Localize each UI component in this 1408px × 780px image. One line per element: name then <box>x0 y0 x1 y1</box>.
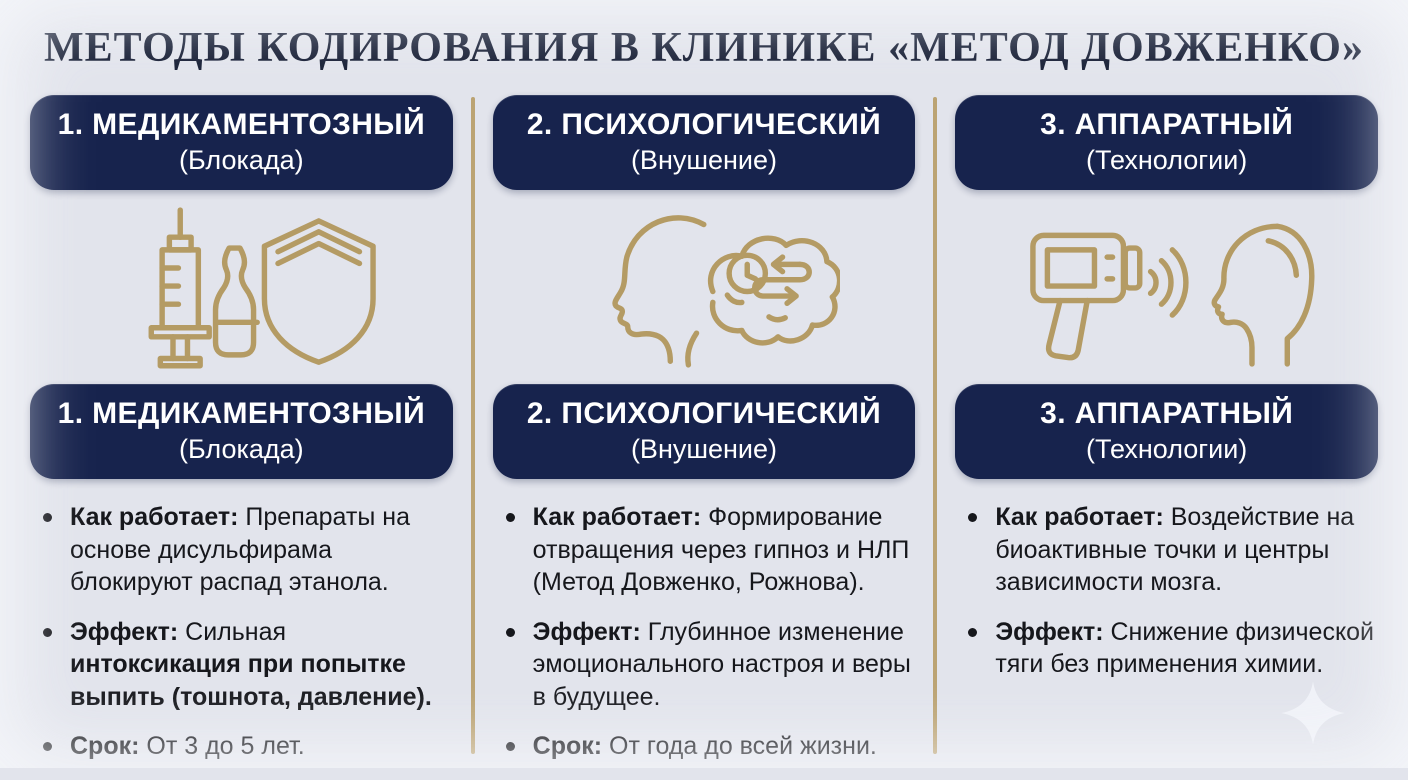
method-2-subtitle: (Внушение) <box>630 144 778 175</box>
bullet-item: Срок: От года до всей жизни. <box>505 730 914 763</box>
bullet-item: Как работает: Формирование отвращения через гипноз и НЛП (Метод Довженко, Рожнова). <box>505 501 914 599</box>
bullet-list-psychological <box>493 501 916 780</box>
device-waves-head-icon <box>955 190 1378 384</box>
method-2-title-repeat: 2. ПСИХОЛОГИЧЕСКИЙ <box>526 397 882 431</box>
method-2-title: 2. ПСИХОЛОГИЧЕСКИЙ <box>526 108 882 141</box>
column-psychological <box>493 95 916 780</box>
method-1-subtitle: (Блокада) <box>178 144 304 175</box>
method-1-badge-top <box>30 95 453 190</box>
method-3-badge-repeat <box>955 384 1378 479</box>
method-1-subtitle-repeat: (Блокада) <box>178 433 304 464</box>
syringe-ampoule-shield-icon <box>30 190 453 384</box>
method-2-badge-repeat <box>493 384 916 479</box>
column-divider-2 <box>933 97 937 754</box>
method-3-badge-top <box>955 95 1378 190</box>
method-2-badge-top <box>493 95 916 190</box>
method-2-subtitle-repeat: (Внушение) <box>630 433 778 464</box>
bullet-item: Эффект: Глубинное изменение эмоционального настроя и веры в будущее. <box>505 616 914 714</box>
method-3-title: 3. АППАРАТНЫЙ <box>1040 108 1294 141</box>
bullet-item: Эффект: Снижение физической тяги без применения химии. <box>967 616 1376 681</box>
method-3-subtitle-repeat: (Технологии) <box>1086 433 1248 464</box>
bullet-item: Как работает: Препараты на основе дисульфирама блокируют распад этанола. <box>42 501 451 599</box>
column-hardware <box>955 95 1378 780</box>
bullet-item: Как работает: Воздействие на биоактивные точки и центры зависимости мозга. <box>967 501 1376 599</box>
bullet-item: Срок: От 3 до 5 лет. <box>42 730 451 763</box>
column-divider-1 <box>471 97 475 754</box>
method-1-badge-repeat <box>30 384 453 479</box>
method-3-title-repeat: 3. АППАРАТНЫЙ <box>1040 397 1294 431</box>
method-1-title-repeat: 1. МЕДИКАМЕНТОЗНЫЙ <box>57 397 426 431</box>
column-medication <box>30 95 453 780</box>
head-brain-hypnosis-icon <box>493 190 916 384</box>
columns-container <box>30 95 1378 761</box>
bullet-list-hardware <box>955 501 1378 698</box>
bullet-list-medication <box>30 501 453 780</box>
method-3-subtitle: (Технологии) <box>1086 144 1248 175</box>
method-1-title: 1. МЕДИКАМЕНТОЗНЫЙ <box>57 108 426 141</box>
bullet-item: Эффект: Сильная интоксикация при попытке выпить (тошнота, давление). <box>42 616 451 714</box>
sparkle-icon <box>1280 680 1346 746</box>
page-title: МЕТОДЫ КОДИРОВАНИЯ В КЛИНИКЕ «МЕТОД ДОВЖЕНКО» <box>44 25 1364 71</box>
